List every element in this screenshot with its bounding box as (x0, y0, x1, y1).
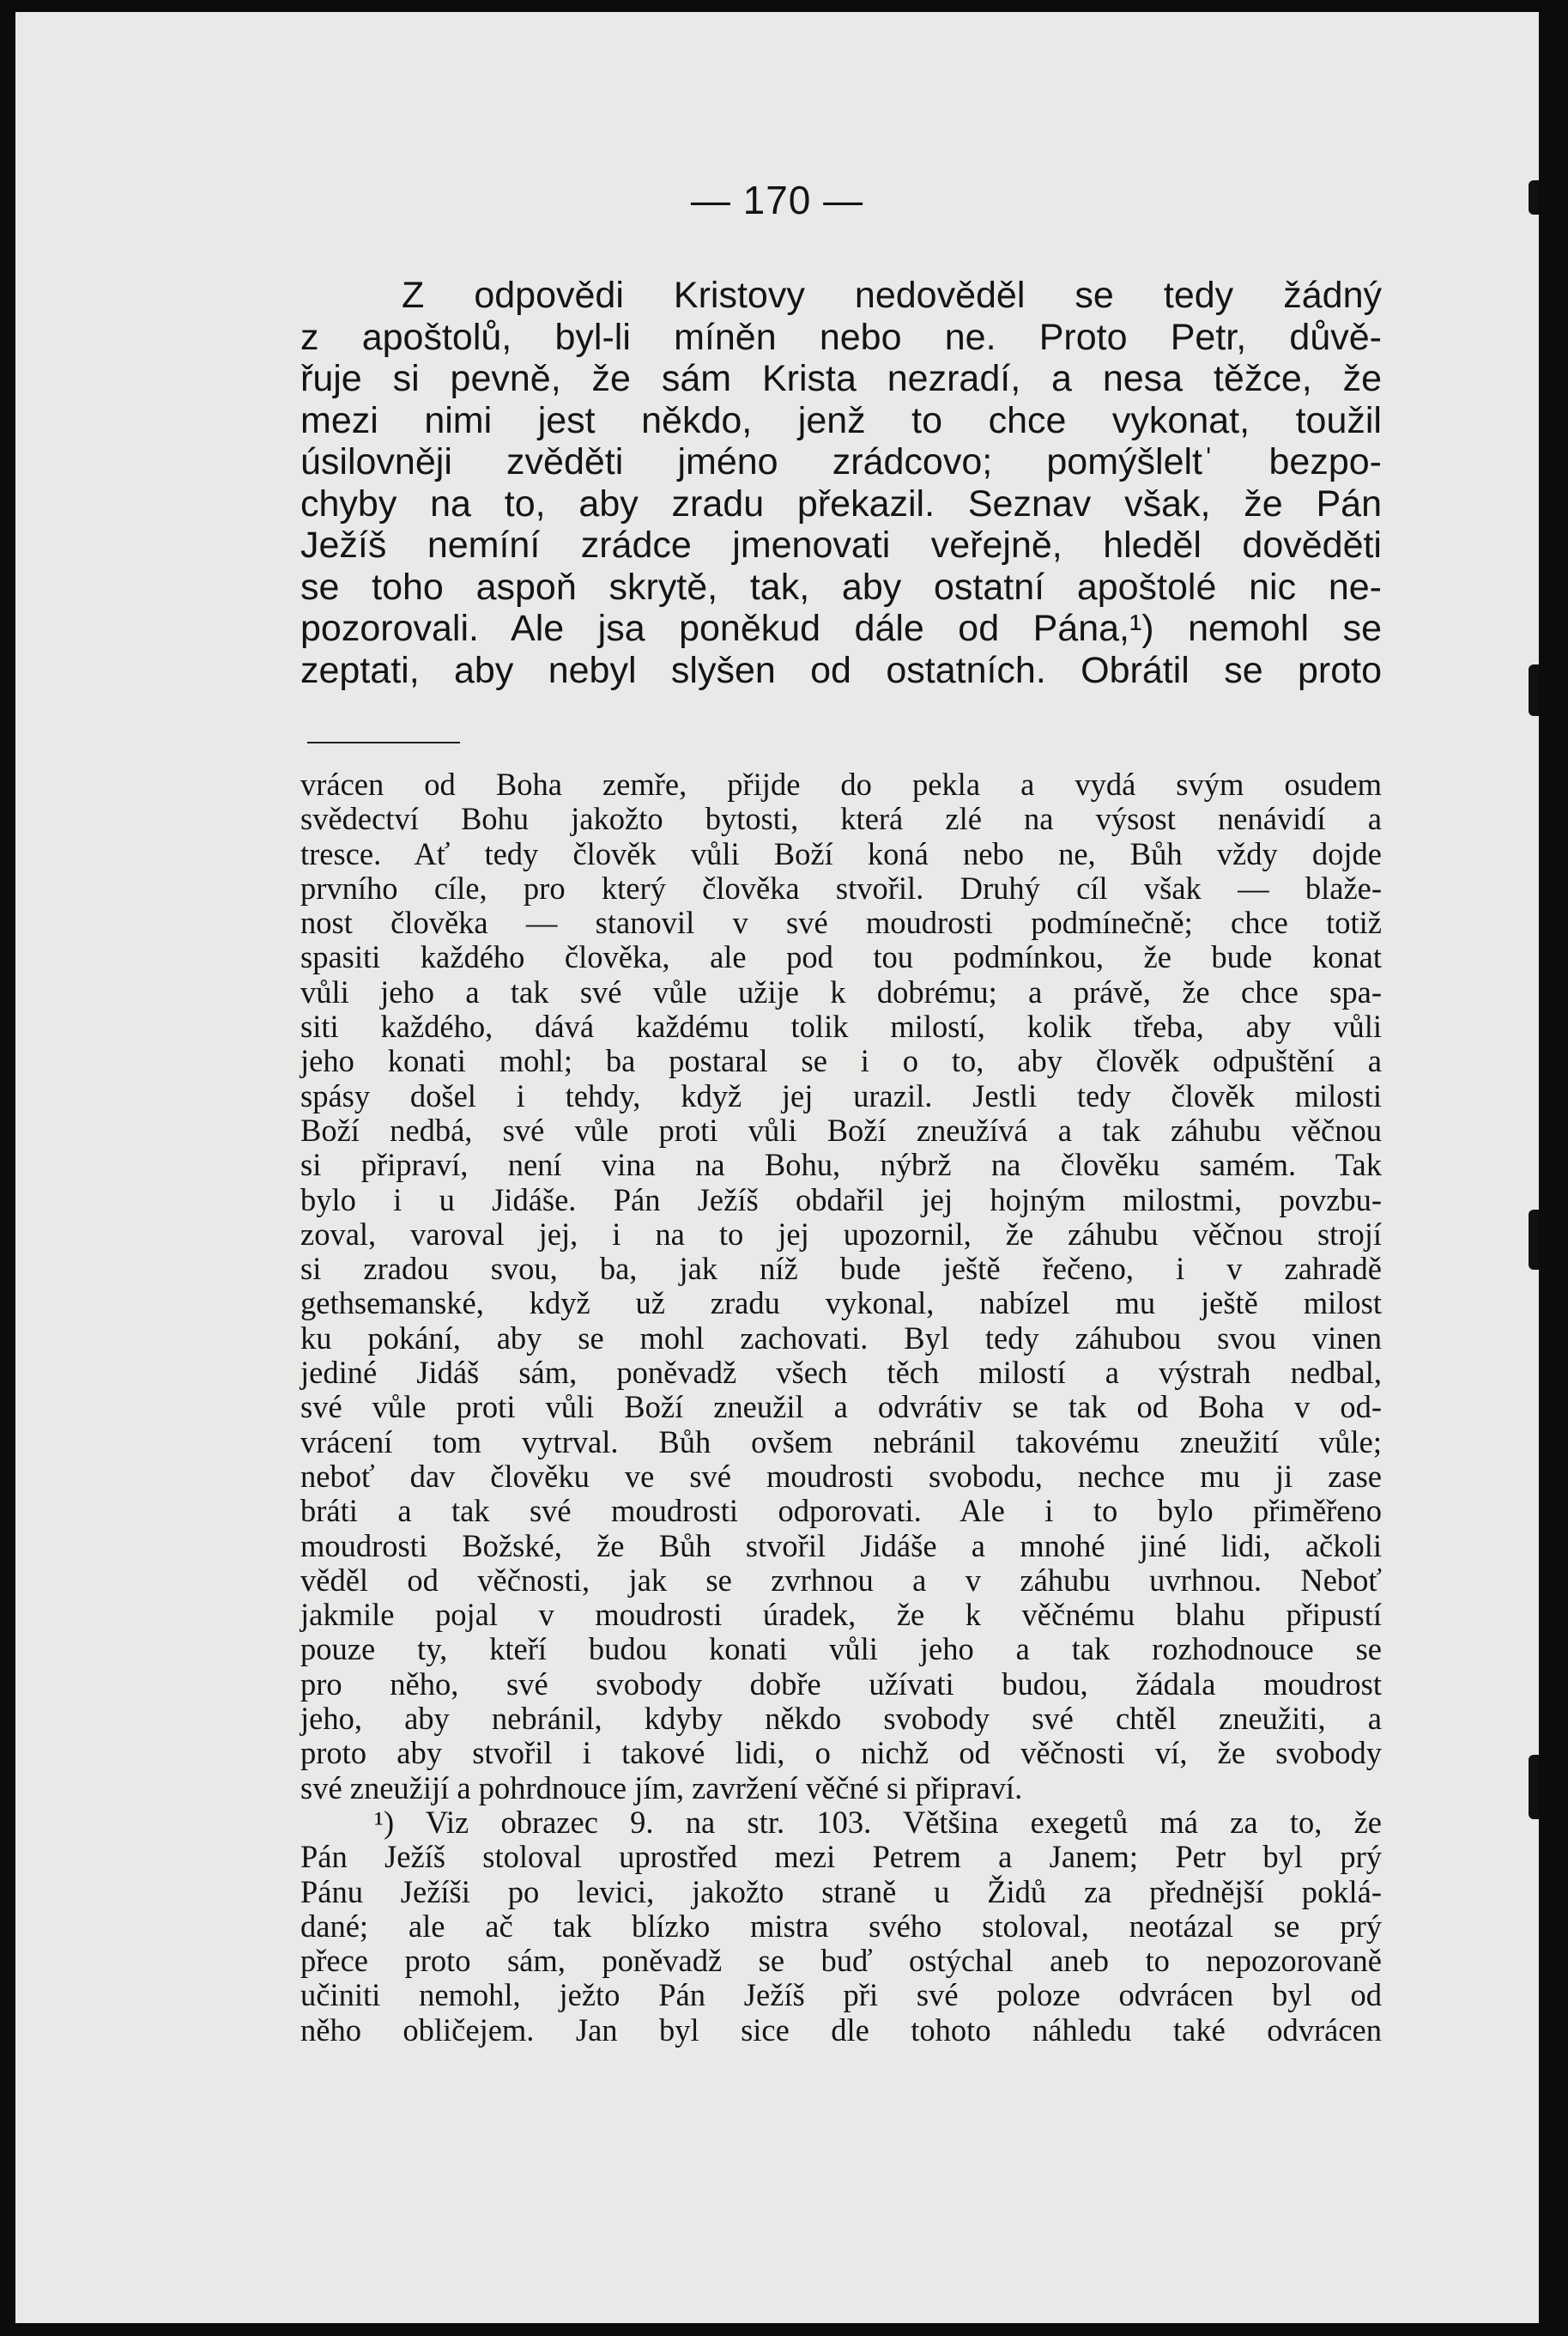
main-text-line: Z odpovědi Kristovy nedověděl se tedy žádný (402, 275, 1382, 316)
footnote-line: nost člověka — stanovil v své moudrosti podmínečně; chce totiž (300, 905, 1382, 941)
footnote-line: si připraví, není vina na Bohu, nýbrž na člověku samém. Tak (300, 1147, 1382, 1183)
footnote-line: moudrosti Božské, že Bůh stvořil Jidáše a mnohé jiné lidi, ačkoli (300, 1527, 1382, 1563)
footnote-line: prvního cíle, pro který člověka stvořil. Druhý cíl však — blaže- (300, 870, 1382, 906)
footnote-line: neboť dav člověku ve své moudrosti svobodu, nechce mu ji zase (300, 1458, 1382, 1494)
footnote-line: si zradou svou, ba, jak níž bude ještě řečeno, i v zahradě (300, 1251, 1382, 1287)
edge-mark (1529, 1755, 1539, 1819)
footnote-line: bylo i u Jidáše. Pán Ježíš obdařil jej hojným milostmi, povzbu- (300, 1181, 1382, 1217)
main-text-line: chyby na to, aby zradu překazil. Seznav však, že Pán (300, 482, 1382, 525)
footnote-line: své zneužijí a pohrdnouce jím, zavržení věčné si připraví. (300, 1769, 1023, 1805)
footnote-line: věděl od věčnosti, jak se zvrhnou a v záhubu uvrhnou. Neboť (300, 1562, 1382, 1598)
footnote-line: jeho konati mohl; ba postaral se i o to, aby člověk odpuštění a (300, 1043, 1382, 1079)
footnote-line: siti každého, dává každému tolik milostí, kolik třeba, aby vůli (300, 1009, 1382, 1045)
footnote-line: vůli jeho a tak své vůle užije k dobrému; a právě, že chce spa- (300, 974, 1382, 1010)
main-text-line: Ježíš nemíní zrádce jmenovati veřejně, hleděl dověděti (300, 525, 1382, 566)
edge-mark (1529, 180, 1539, 215)
footnote-line: učiniti nemohl, ježto Pán Ježíš při své poloze odvrácen byl od (300, 1977, 1382, 2013)
footnote-line: bráti a tak své moudrosti odporovati. Ale i to bylo přiměřeno (300, 1493, 1382, 1529)
footnote-line: spasiti každého člověka, ale pod tou podmínkou, že bude konat (300, 939, 1382, 975)
book-page (15, 12, 1539, 2323)
footnote-line: proto aby stvořil i takové lidi, o nichž od věčnosti ví, že svobody (300, 1735, 1382, 1771)
footnote-line: své vůle proti vůli Boží zneužil a odvrátiv se tak od Boha v od- (300, 1389, 1382, 1425)
main-text-line: úsilovněji zvěděti jméno zrádcovo; pomýšleltˈ bezpo- (300, 441, 1382, 482)
footnote-line: jakmile pojal v moudrosti úradek, že k věčnému blahu připustí (300, 1597, 1382, 1633)
main-text-line: zeptati, aby nebyl slyšen od ostatních. Obrátil se proto (300, 649, 1382, 691)
footnote-line: svědectví Bohu jakožto bytosti, která zlé na výsost nenávidí a (300, 801, 1382, 837)
footnote-line: pro něho, své svobody dobře užívati budou, žádala moudrost (300, 1666, 1382, 1702)
footnote-line: Pán Ježíš stoloval uprostřed mezi Petrem a Janem; Petr byl prý (300, 1839, 1382, 1875)
footnote-line: ku pokání, aby se mohl zachovati. Byl tedy záhubou svou vinen (300, 1320, 1382, 1356)
main-text-line: mezi nimi jest někdo, jenž to chce vykonat, toužil (300, 399, 1382, 441)
footnotes (300, 768, 1382, 2048)
footnote-line: vrácen od Boha zemře, přijde do pekla a vydá svým osudem (300, 767, 1382, 802)
footnote-line: přece proto sám, poněvadž se buď ostýchal aneb to nepozorovaně (300, 1943, 1382, 1979)
edge-mark (1529, 664, 1539, 716)
footnote-line: jeho, aby nebránil, kdyby někdo svobody své chtěl zneužiti, a (300, 1701, 1382, 1737)
main-text (300, 275, 1382, 691)
main-text-line: se toho aspoň skrytě, tak, aby ostatní apoštolé nic ne- (300, 566, 1382, 608)
footnote-divider (307, 742, 460, 743)
main-text-line: řuje si pevně, že sám Krista nezradí, a nesa těžce, že (300, 358, 1382, 399)
edge-mark (1529, 1210, 1539, 1270)
footnote-line: vrácení tom vytrval. Bůh ovšem nebránil takovému zneužití vůle; (300, 1423, 1382, 1459)
main-text-line: pozorovali. Ale jsa poněkud dále od Pána,¹) nemohl se (300, 608, 1382, 649)
footnote-line: jediné Jidáš sám, poněvadž všech těch milostí a výstrah nedbal, (300, 1355, 1382, 1391)
footnote-line: tresce. Ať tedy člověk vůli Boží koná nebo ne, Bůh vždy dojde (300, 835, 1382, 871)
footnote-line: ¹) Viz obrazec 9. na str. 103. Většina exegetů má za to, že (374, 1804, 1382, 1840)
footnote-line: gethsemanské, když už zradu vykonal, nabízel mu ještě milost (300, 1285, 1382, 1321)
footnote-line: Pánu Ježíši po levici, jakožto straně u Židů za přednější poklá- (300, 1873, 1382, 1909)
footnote-line: dané; ale ač tak blízko mistra svého stoloval, neotázal se prý (300, 1908, 1382, 1944)
footnote-line: Boží nedbá, své vůle proti vůli Boží zneužívá a tak záhubu věčnou (300, 1112, 1382, 1148)
main-text-line: z apoštolů, byl-li míněn nebo ne. Proto Petr, důvě- (300, 316, 1382, 358)
footnote-line: něho obličejem. Jan byl sice dle tohoto náhledu také odvrácen (300, 2011, 1382, 2048)
footnote-line: pouze ty, kteří budou konati vůli jeho a tak rozhodnouce se (300, 1631, 1382, 1667)
page-number: — 170 — (690, 178, 864, 222)
footnote-line: spásy došel i tehdy, když jej urazil. Jestli tedy člověk milosti (300, 1077, 1382, 1113)
footnote-line: zoval, varoval jej, i na to jej upozornil, že záhubu věčnou strojí (300, 1216, 1382, 1252)
